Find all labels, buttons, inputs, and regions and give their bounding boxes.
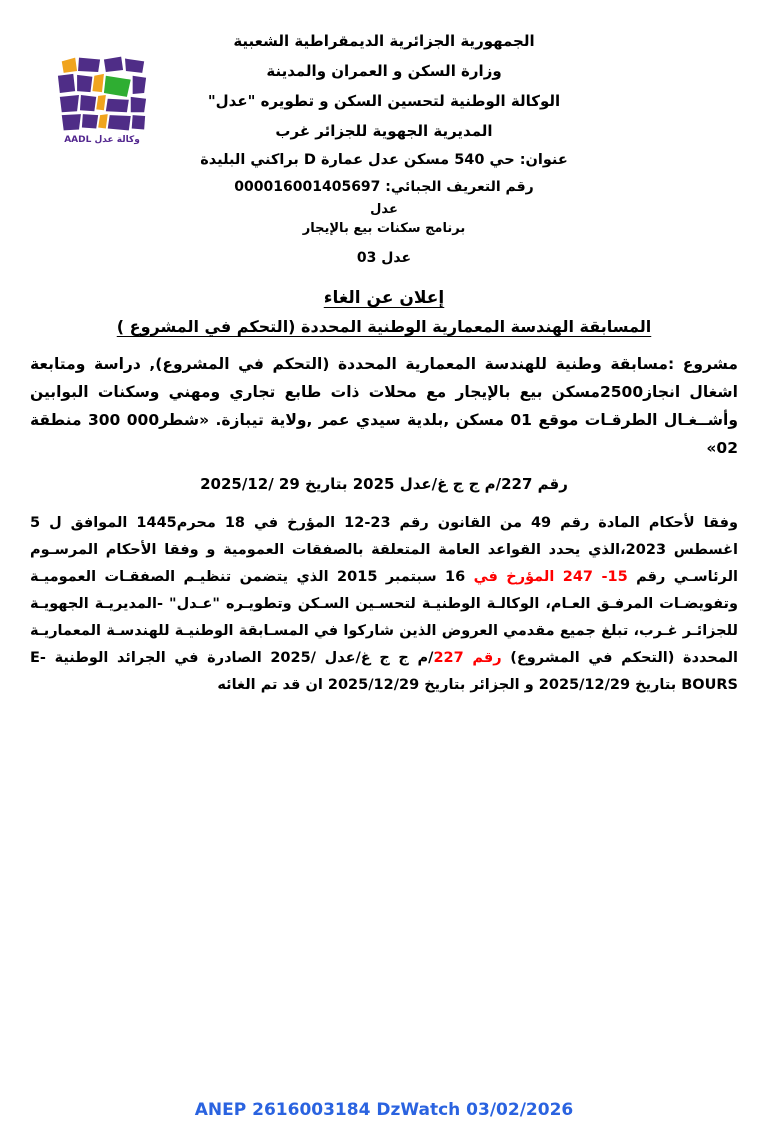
decree-details-text: 16 سبتمبر 2015 الذي يتضمن تنظيـم الصفقـات العموميـة وتفويضـات المرفـق العـام، الوكالـة الوطنيـة لتحسـين السـكن وتطويـره "عـدل" -المديريـة الجهويـة للجزائـر غـرب، تبلغ جميع مقدمي العروض الذين شاركوا في المسـابقة الوطنيـة للهندسـة المعماريـة المحددة (التحكم في المشروع)	[30, 569, 738, 666]
header-line-directorate: المديرية الجهوية للجزائر غرب	[275, 122, 493, 140]
competition-number-highlight: رقم 227	[433, 650, 502, 666]
aadl-logo	[52, 56, 152, 145]
cancellation-paragraph	[30, 510, 738, 699]
anep-footer-line: ANEP 2616003184 DzWatch 03/02/2026	[194, 1100, 574, 1120]
header-line-edition: عدل 03	[356, 250, 412, 266]
aadl-logo-mosaic-icon	[56, 56, 148, 132]
publication-details-text: /م ج ج غ/عدل /2025 الصادرة في الجرائد الوطنية E-BOURS بتاريخ 2025/12/29 و الجزائر بتاريخ 2025/12/29 ان قد تم الغائه	[30, 650, 738, 693]
header-line-agency: الوكالة الوطنية لتحسين السكن و تطويره "عدل"	[207, 92, 561, 110]
legal-basis-text: وفقا لأحكام المادة رقم 49 من القانون رقم 23-12 المؤرخ في 18 محرم1445 الموافق ل 5 اغسطس 2023،الذي يحدد القواعد العامة المتعلقة بالصفقات العمومية و وفقا الأحكام المرسـوم الرئاسـي رقم	[30, 515, 738, 585]
aadl-logo-caption: وكالة عدل AADL	[64, 135, 140, 145]
header-line-tax-id: رقم التعريف الجبائي: 000016001405697	[234, 179, 534, 195]
header-line-aadl: عدل	[370, 202, 398, 217]
cancellation-announcement-title: إعلان عن الغاء	[323, 288, 445, 308]
decree-number-highlight: 15- 247 المؤرخ في	[465, 569, 628, 585]
reference-number-line: رقم 227/م ج ج غ/عدل 2025 بتاريخ 29 /2025/12	[200, 475, 568, 493]
competition-title: المسابقة الهندسة المعمارية الوطنية المحددة (التحكم في المشروع )	[116, 317, 652, 336]
header-line-program: برنامج سكنات بيع بالإيجار	[302, 221, 466, 236]
header-line-ministry: وزارة السكن و العمران والمدينة	[266, 62, 502, 80]
project-description-paragraph: مشروع :مسابقة وطنية للهندسة المعمارية المحددة (التحكم في المشروع), دراسة ومتابعة اشغال انجاز2500مسكن بيع بالإيجار مع محلات ذات طابع تجاري ومهني وسكنات البوابين وأشــغـال الطرقـات موقع 01 مسكن ,بلدية سيدي عمر ,ولاية تيبازة. «شطر000 300 منطقة 02»	[30, 355, 738, 457]
header-line-address: عنوان: حي 540 مسكن عدل عمارة D براكني البليدة	[200, 152, 568, 168]
header-line-republic: الجمهورية الجزائرية الديمقراطية الشعبية	[233, 32, 535, 50]
